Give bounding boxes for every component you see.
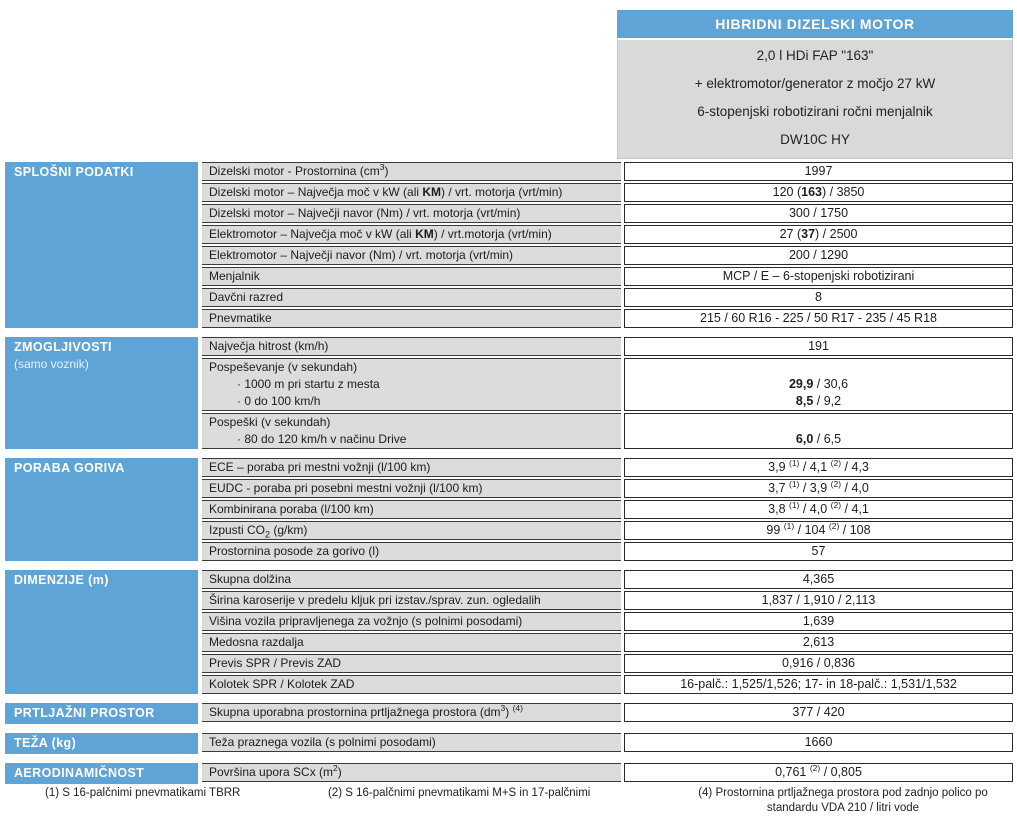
- spec-value: 1,639: [624, 612, 1013, 631]
- spec-value: 3,7 $^{(1)}$ / 3,9 $^{(2)}$ / 4,0: [624, 479, 1013, 498]
- table-row: [202, 458, 1013, 477]
- spec-label: Izpusti $CO_2$ (g/km): [202, 521, 621, 540]
- spec-value: 200 / 1290: [624, 246, 1013, 265]
- table-row: [202, 267, 1013, 286]
- table-row: [202, 337, 1013, 356]
- section-teza: [5, 733, 1013, 754]
- section-title-cell: [5, 162, 198, 328]
- section-title-cell: [5, 337, 198, 449]
- spec-value: 8: [624, 288, 1013, 307]
- spec-label: Pospeševanje (v sekundah) · 1000 m pri startu z mesta · 0 do 100 km/h: [202, 358, 621, 411]
- footnote-1: (1) S 16-palčnimi pnevmatikami TBRR: [45, 787, 241, 799]
- spec-label: Elektromotor – Največja moč v kW (ali KM) / vrt.motorja (vrt/min): [202, 225, 621, 244]
- section-splosni-podatki: [5, 162, 1013, 328]
- spec-label: Dizelski motor - Prostornina $(cm^3)$: [202, 162, 621, 181]
- table-row: [202, 633, 1013, 652]
- spec-label: Teža praznega vozila (s polnimi posodami): [202, 733, 621, 752]
- spec-label: Širina karoserije v predelu kljuk pri izstav./sprav. zun. ogledalih: [202, 591, 621, 610]
- spec-label: Dizelski motor – Največji navor (Nm) / vrt. motorja (vrt/min): [202, 204, 621, 223]
- section-title-cell: [5, 763, 198, 784]
- section-aerodinamicnost: [5, 763, 1013, 784]
- footnote-2: (2) S 16-palčnimi pnevmatikami M+S in 17-palčnimi: [328, 787, 591, 799]
- table-row: [202, 288, 1013, 307]
- section-zmogljivosti: [5, 337, 1013, 449]
- spec-value: 3,8 $^{(1)}$ / 4,0 $^{(2)}$ / 4,1: [624, 500, 1013, 519]
- section-title: PORABA GORIVA: [14, 461, 125, 475]
- spec-value: 57: [624, 542, 1013, 561]
- spec-label: Skupna dolžina: [202, 570, 621, 589]
- spec-value: 215 / 60 R16 - 225 / 50 R17 - 235 / 45 R18: [624, 309, 1013, 328]
- table-row: [202, 612, 1013, 631]
- table-row: [202, 246, 1013, 265]
- spec-label: Pospeški (v sekundah) · 80 do 120 km/h v načinu Drive: [202, 413, 621, 449]
- section-poraba-goriva: [5, 458, 1013, 561]
- spec-value: 2,613: [624, 633, 1013, 652]
- spec-value: 0,761 $^{(2)}$ / 0,805: [624, 763, 1013, 782]
- section-title: ZMOGLJIVOSTI: [14, 340, 112, 354]
- spec-value: 1660: [624, 733, 1013, 752]
- section-title-cell: [5, 570, 198, 694]
- section-title-cell: [5, 458, 198, 561]
- table-row: [202, 591, 1013, 610]
- spec-value: 1997: [624, 162, 1013, 181]
- section-title: AERODINAMIČNOST: [14, 766, 145, 780]
- engine-code: DW10C HY: [780, 132, 850, 147]
- section-rows: [202, 458, 1013, 561]
- table-row: [202, 413, 1013, 449]
- spec-value: 29,9 / 30,6 8,5 / 9,2: [624, 358, 1013, 411]
- table-row: [202, 225, 1013, 244]
- engine-gearbox: 6-stopenjski robotizirani ročni menjalnik: [697, 104, 933, 119]
- table-row: [202, 479, 1013, 498]
- spec-value: 16-palč.: 1,525/1,526; 17- in 18-palč.: 1,531/1,532: [624, 675, 1013, 694]
- section-title-cell: [5, 733, 198, 754]
- spec-label: Davčni razred: [202, 288, 621, 307]
- table-row: [202, 654, 1013, 673]
- spec-label: Kombinirana poraba (l/100 km): [202, 500, 621, 519]
- section-rows: [202, 703, 1013, 724]
- section-rows: [202, 570, 1013, 694]
- table-row: [202, 309, 1013, 328]
- spec-label: Površina upora SCx $(m^2)$: [202, 763, 621, 782]
- section-prtljazni-prostor: [5, 703, 1013, 724]
- spec-value: 191: [624, 337, 1013, 356]
- spec-value: 1,837 / 1,910 / 2,113: [624, 591, 1013, 610]
- section-title: SPLOŠNI PODATKI: [14, 165, 134, 179]
- spec-value: 4,365: [624, 570, 1013, 589]
- spec-label: Višina vozila pripravljenega za vožnjo (s polnimi posodami): [202, 612, 621, 631]
- table-row: [202, 703, 1013, 722]
- spec-value: MCP / E – 6-stopenjski robotizirani: [624, 267, 1013, 286]
- table-row: [202, 521, 1013, 540]
- spec-label: Skupna uporabna prostornina prtljažnega prostora $(dm^3)$ $^{(4)}$: [202, 703, 621, 722]
- table-row: [202, 162, 1013, 181]
- spec-label: ECE – poraba pri mestni vožnji (l/100 km): [202, 458, 621, 477]
- spec-label: Medosna razdalja: [202, 633, 621, 652]
- table-row: [202, 358, 1013, 411]
- table-row: [202, 500, 1013, 519]
- section-dimenzije: [5, 570, 1013, 694]
- spec-value: 120 (163) / 3850: [624, 183, 1013, 202]
- spec-value: 99 $^{(1)}$ / 104 $^{(2)}$ / 108: [624, 521, 1013, 540]
- engine-header-body: [617, 38, 1013, 159]
- footnote-4: (4) Prostornina prtljažnega prostora pod zadnjo polico po standardu VDA 210 / litri vode: [698, 787, 988, 814]
- spec-table: [5, 162, 1013, 793]
- spec-value: 377 / 420: [624, 703, 1013, 722]
- engine-header-title: HIBRIDNI DIZELSKI MOTOR: [617, 10, 1013, 38]
- spec-value: 27 (37) / 2500: [624, 225, 1013, 244]
- section-title: TEŽA (kg): [14, 736, 77, 750]
- spec-value: 0,916 / 0,836: [624, 654, 1013, 673]
- spec-label: Kolotek SPR / Kolotek ZAD: [202, 675, 621, 694]
- table-row: [202, 733, 1013, 752]
- section-title-cell: [5, 703, 198, 724]
- table-row: [202, 542, 1013, 561]
- section-title: DIMENZIJE (m): [14, 573, 109, 587]
- table-row: [202, 204, 1013, 223]
- table-row: [202, 675, 1013, 694]
- table-row: [202, 763, 1013, 782]
- engine-electric-motor: + elektromotor/generator z močjo 27 kW: [694, 76, 936, 91]
- spec-value: 3,9 $^{(1)}$ / 4,1 $^{(2)}$ / 4,3: [624, 458, 1013, 477]
- table-row: [202, 183, 1013, 202]
- section-rows: [202, 162, 1013, 328]
- section-subtitle: (samo voznik): [14, 357, 89, 371]
- spec-label: Dizelski motor – Največja moč v kW (ali KM) / vrt. motorja (vrt/min): [202, 183, 621, 202]
- spec-label: Elektromotor – Največji navor (Nm) / vrt. motorja (vrt/min): [202, 246, 621, 265]
- table-row: [202, 570, 1013, 589]
- spec-label: EUDC - poraba pri posebni mestni vožnji (l/100 km): [202, 479, 621, 498]
- spec-label: Previs SPR / Previs ZAD: [202, 654, 621, 673]
- engine-name: 2,0 l HDi FAP "163": [756, 48, 874, 63]
- spec-value: 6,0 / 6,5: [624, 413, 1013, 449]
- spec-label: Največja hitrost (km/h): [202, 337, 621, 356]
- spec-label: Prostornina posode za gorivo (l): [202, 542, 621, 561]
- spec-label: Pnevmatike: [202, 309, 621, 328]
- section-rows: [202, 337, 1013, 449]
- section-rows: [202, 733, 1013, 754]
- section-rows: [202, 763, 1013, 784]
- engine-header: [617, 10, 1013, 159]
- spec-label: Menjalnik: [202, 267, 621, 286]
- spec-value: 300 / 1750: [624, 204, 1013, 223]
- section-title: PRTLJAŽNI PROSTOR: [14, 706, 155, 720]
